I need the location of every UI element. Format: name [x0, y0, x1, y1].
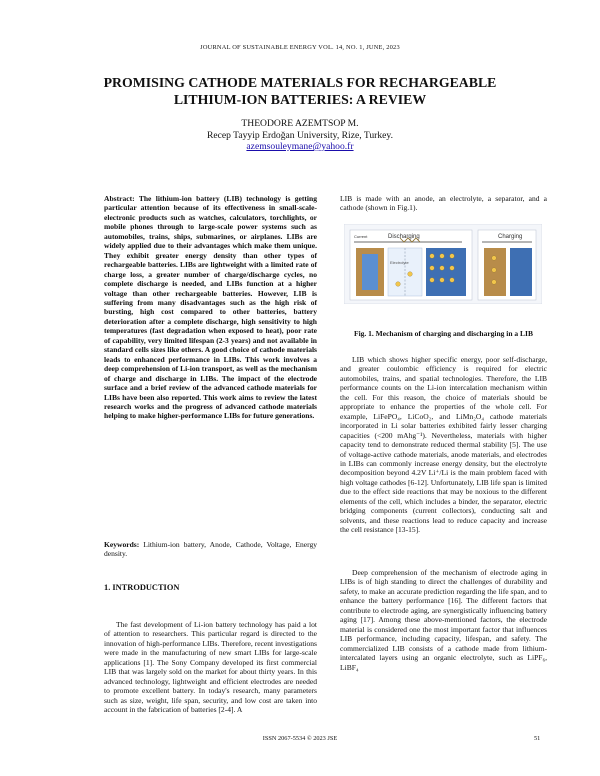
abstract: [104, 194, 317, 421]
author-name: THEODORE AZEMTSOP M.: [241, 118, 359, 129]
right-paragraph-1: [340, 355, 547, 535]
author-block: [0, 118, 600, 153]
journal-header: JOURNAL OF SUSTAINABLE ENERGY VOL. 14, NO. 1, JUNE, 2023: [200, 44, 400, 51]
right-paragraph-2-text: Deep comprehension of the mechanism of electrode aging in LIBs is of high standing to direct the challenges of durability and safety, to make an accurate prediction regarding the life span, and to enhance the battery performance [16]. The different factors that contribute to electrode aging, are synergistically influencing battery aging [17]. Among these above-mentioned factors, the electrode material is considered one the most important factor that influences LIB performance, including capacity, lifespan, and safety. The commercialized LIB consists of a cathode made from lithium-intercalated layers using an organic electrolyte, such as LiPF₆, LiBF₄: [340, 568, 547, 672]
page-number: 51: [534, 735, 541, 742]
title-line-2: LITHIUM-ION BATTERIES: A REVIEW: [173, 92, 427, 107]
abstract-label: Abstract:: [104, 194, 135, 203]
keywords: [104, 540, 317, 559]
right-top-text: LIB is made with an anode, an electrolyte, a separator, and a cathode (shown in Fig.1).: [340, 194, 547, 213]
anode-layers: [362, 254, 378, 290]
charging-cathode: [510, 248, 532, 296]
author-affiliation: Recep Tayyip Erdoğan University, Rize, Turkey.: [206, 129, 394, 141]
footer-issn: ISSN 2067-5534 © 2023 JSE: [262, 735, 338, 742]
right-paragraph-2: [340, 568, 547, 672]
section-heading-introduction: 1. INTRODUCTION: [104, 583, 180, 592]
keywords-label: Keywords:: [104, 540, 140, 549]
electrolyte-label: Electrolyte: [390, 260, 409, 265]
paper-title: [60, 74, 540, 108]
discharging-label: Discharging: [388, 234, 420, 240]
author-email-link[interactable]: azemsouleymane@yahoo.fr: [246, 141, 354, 152]
intro-text: The fast development of Li-ion battery technology has paid a lot of attention to researchers. This particular regard is directed to the innovation of high-performance LIBs. Therefore, recent investigations were made in the manufacturing of new smart LIBs for large-scale applications [1]. The Sony Company developed its first commercial LIB that was largely sold on the market for about thirty years. In this advanced technology, lightweight and efficient electrodes are needed to promote excellent battery. In today's research, many parameters such as size, weight, life span, security, and low cost are taken into account in the fabrication of batteries [2-4]. A: [104, 620, 317, 715]
keywords-text: Lithium-ion battery, Anode, Cathode, Voltage, Energy density.: [104, 540, 317, 559]
abstract-text: The lithium-ion battery (LIB) technology is getting particular attention because of its effectiveness in small-scale-electronic products such as watches, calculators, torchlights, or mobile phones through to large-scale power systems such as automobiles, trains, ships, submarines, or airplanes. LIBs are widely applied due to their advantages which make them unique. They exhibit greater energy density than other types of rechargeable batteries. LIBs are lightweight with a limited rate of charge loss, a greater number of charge/discharge cycles, no complete discharge is needed, and LIBs function at a higher voltage than other rechargeable batteries. However, LIB is suffering from many disadvantages such as the high risk of bursting, high cost compared to other batteries, battery deterioration after a complete discharge, high sensitivity to high temperatures (fast degradation when exposed to heat), poor rate of capability, very limited lifespan (2-3 years) and not available in standard cells sizes like others. A good choice of cathode materials leads to enhanced performance in LIBs. This work involves a deep comprehension of Li-ion transport, as well as the mechanism of charge and discharge in LIBs. The impact of the electrode surface and a brief review of the advanced cathode materials for LIBs have been also reported. This work aims to review the latest research works and the progress of advanced cathode materials helping to make higher-performance LIBs for future generations.: [104, 194, 317, 421]
figure-caption: Fig. 1. Mechanism of charging and discharging in a LIB: [354, 329, 533, 338]
right-paragraph-1-text: LIB which shows higher specific energy, poor self-discharge, and greater coulombic efficiency is required for electric automobiles, trains, and spatial technologies. Therefore, the LIB performance counts on the Li-ion intercalation mechanism within the cell. For this reason, the choice of materials should be appropriate to enhance the properties of the whole cell. For example, LiFePO₄, LiCoO₂, and LiMn₂O₄ cathode materials incorporated in Li solar batteries exhibited fairly lesser charging capacities (<200 mAhg⁻¹). Nevertheless, materials with higher capacity tend to demonstrate reduced thermal stability [5]. The use of voltage-active cathode materials, anode materials, and electrodes in LIBs can commonly increase energy density, but the electrolyte decomposition beyond 4.2V Li⁺/Li is the main problem faced with high voltage cathodes [6-12]. Unfortunately, LIB life span is limited due to the effect side reactions that may be noxious to the different elements of the cell, which includes a binder, the separator, electric bridging components (current collectors), conducting salt and solvents, and these reactions lead to reduce capacity and increase the cell resistance [13-15].: [340, 355, 547, 535]
current-label: Current: [354, 234, 368, 239]
intro-paragraph: [104, 620, 317, 715]
title-line-1: PROMISING CATHODE MATERIALS FOR RECHARGEABLE: [103, 75, 497, 90]
right-top-paragraph: [340, 194, 547, 213]
figure-lib-mechanism: [344, 224, 542, 304]
charging-label: Charging: [498, 234, 523, 240]
